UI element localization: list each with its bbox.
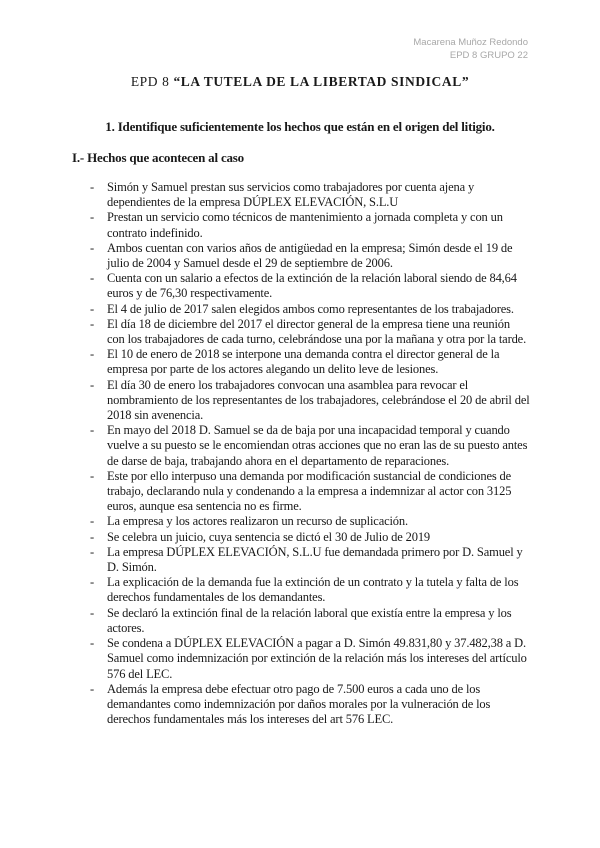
list-item-text: Este por ello interpuso una demanda por modificación sustancial de condiciones de trabajo, declarando nula y condenando a la empresa a indemnizar al actor con 3125 euros, aunque esa sentencia no es firme. <box>107 468 512 514</box>
header-author: Macarena Muñoz Redondo <box>413 37 528 48</box>
list-item-text: En mayo del 2018 D. Samuel se da de baja por una incapacidad temporal y cuando vuelve a su puesto se le encomiendan otras acciones que no eran las de su puesto antes de darse de baja, trabajando ahora en el departamento de reparaciones. <box>107 423 528 468</box>
bullet-dash: - <box>90 529 95 544</box>
bullet-dash: - <box>90 575 95 590</box>
bullet-dash: - <box>90 544 95 559</box>
list-item-text: El 10 de enero de 2018 se interpone una demanda contra el director general de la empresa por parte de los actores alegando un delito leve de lesiones. <box>107 347 500 377</box>
list-item-text: La empresa DÚPLEX ELEVACIÓN, S.L.U fue demandada primero por D. Samuel y D. Simón. <box>107 544 523 575</box>
list-item <box>90 271 530 301</box>
list-item-text: Además la empresa debe efectuar otro pago de 7.500 euros a cada uno de los demandantes como indemnización por daños morales por la vulneración de los derechos fundamentales más los intereses del art 576 LEC. <box>107 681 491 727</box>
bullet-dash: - <box>90 681 95 696</box>
list-item <box>90 241 530 271</box>
list-item <box>90 682 530 728</box>
bullet-dash: - <box>90 210 95 225</box>
list-item <box>90 378 530 424</box>
title-code: EPD 8 <box>130 74 174 89</box>
list-item <box>90 606 530 636</box>
list-item <box>90 210 530 240</box>
list-item-text: Prestan un servicio como técnicos de mantenimiento a jornada completa y con un contrato indefinido. <box>107 210 503 240</box>
section-heading: I.- Hechos que acontecen al caso <box>72 150 244 165</box>
list-item-text: La explicación de la demanda fue la extinción de un contrato y la tutela y falta de los derechos fundamentales de los demandantes. <box>107 575 519 605</box>
list-item-text: El día 18 de diciembre del 2017 el director general de la empresa tiene una reunión con los trabajadores de cada turno, celebrándose una por la mañana y otra por la tarde. <box>107 316 527 347</box>
bullet-dash: - <box>90 271 95 286</box>
list-item-text: Se celebra un juicio, cuya sentencia se dictó el 30 de Julio de 2019 <box>107 529 431 544</box>
bullet-dash: - <box>90 423 95 438</box>
list-item-text: Cuenta con un salario a efectos de la extinción de la relación laboral siendo de 84,64 euros y de 76,30 respectivamente. <box>107 271 517 301</box>
list-item-text: El 4 de julio de 2017 salen elegidos ambos como representantes de los trabajadores. <box>107 301 514 316</box>
list-item-text: La empresa y los actores realizaron un recurso de suplicación. <box>107 514 408 529</box>
facts-list <box>90 180 530 727</box>
bullet-dash: - <box>90 347 95 362</box>
list-item <box>90 575 530 605</box>
list-item <box>90 180 530 210</box>
list-item <box>90 636 530 682</box>
list-item-text: El día 30 de enero los trabajadores convocan una asamblea para revocar el nombramiento de los representantes de los trabajadores, celebrándose el 20 de abril del 2018 sin avenencia. <box>107 377 530 423</box>
list-item <box>90 347 530 377</box>
list-item <box>90 514 530 529</box>
bullet-dash: - <box>90 605 95 620</box>
list-item <box>90 469 530 515</box>
list-item-text: Ambos cuentan con varios años de antigüedad en la empresa; Simón desde el 19 de julio de 2004 y Samuel desde el 29 de septiembre de 2006. <box>107 240 513 271</box>
bullet-dash: - <box>90 468 95 483</box>
bullet-dash: - <box>90 240 95 255</box>
page-header <box>413 36 528 62</box>
header-group: EPD 8 GRUPO 22 <box>449 50 528 61</box>
bullet-dash: - <box>90 636 95 651</box>
list-item-text: Se condena a DÚPLEX ELEVACIÓN a pagar a D. Simón 49.831,80 y 37.482,38 a D. Samuel como indemnización por extinción de la relación más los intereses del artículo 576 del LEC. <box>107 636 527 681</box>
list-item <box>90 545 530 575</box>
list-item <box>90 530 530 545</box>
title-text: “LA TUTELA DE LA LIBERTAD SINDICAL” <box>173 74 470 89</box>
list-item <box>90 302 530 317</box>
list-item-text: Se declaró la extinción final de la relación laboral que existía entre la empresa y los actores. <box>107 605 512 635</box>
question-heading: 1. Identifique suficientemente los hechos que están en el origen del litigio. <box>105 119 495 134</box>
document-title <box>0 74 600 90</box>
list-item <box>90 423 530 469</box>
bullet-dash: - <box>90 377 95 392</box>
bullet-dash: - <box>90 514 95 529</box>
bullet-dash: - <box>90 301 95 316</box>
bullet-dash: - <box>90 180 95 194</box>
list-item <box>90 317 530 347</box>
bullet-dash: - <box>90 316 95 331</box>
list-item-text: Simón y Samuel prestan sus servicios como trabajadores por cuenta ajena y dependientes de la empresa DÚPLEX ELEVACIÓN, S.L.U <box>107 180 475 210</box>
